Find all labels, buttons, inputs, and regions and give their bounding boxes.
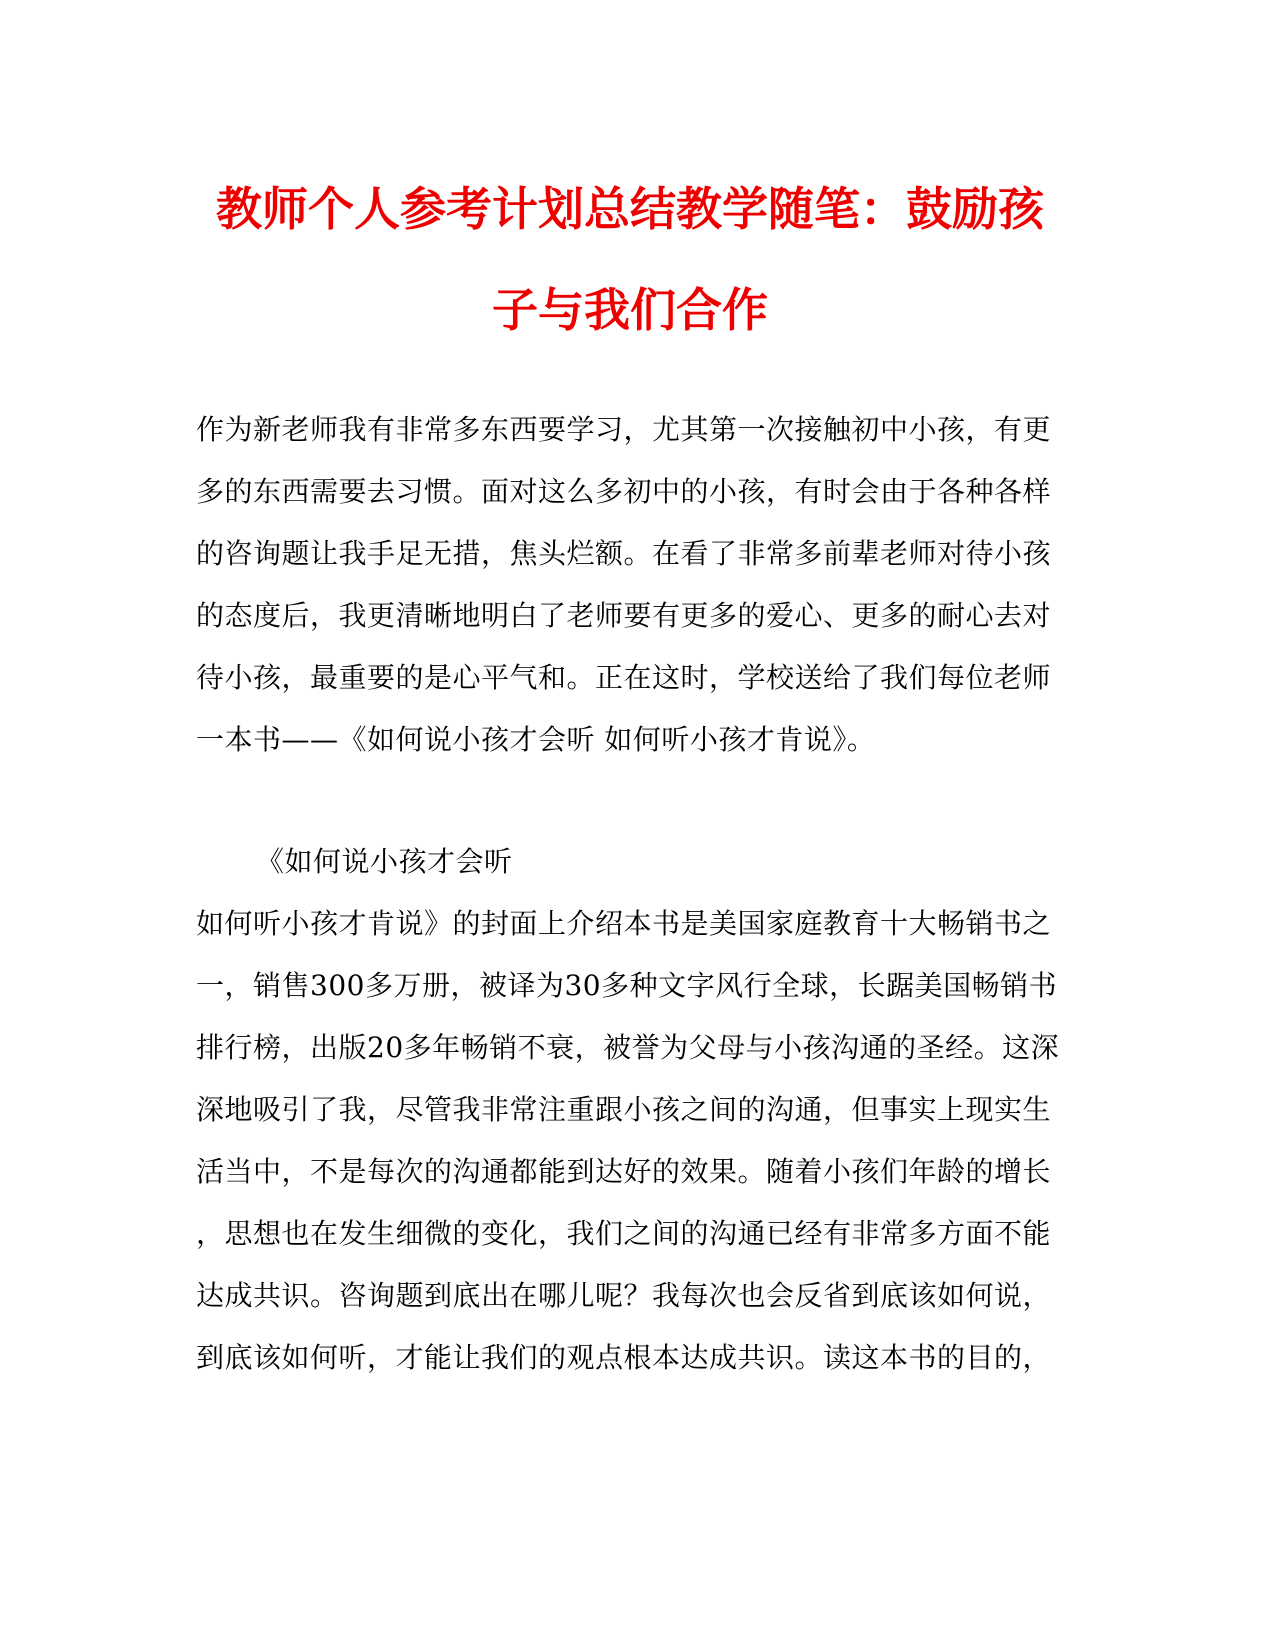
paragraph-line: 《如何说小孩才会听 (256, 845, 513, 878)
paragraph-line: 活当中，不是每次的沟通都能到达好的效果。随着小孩们年龄的增长 (196, 1155, 1052, 1188)
paragraph-line: 深地吸引了我，尽管我非常注重跟小孩之间的沟通，但事实上现实生 (196, 1093, 1052, 1126)
document-title-line-1: 教师个人参考计划总结教学随笔：鼓励孩 (216, 182, 1044, 236)
paragraph-line: 排行榜，出版20多年畅销不衰，被誉为父母与小孩沟通的圣经。这深 (196, 1031, 1060, 1064)
paragraph-line: 一本书——《如何说小孩才会听 如何听小孩才肯说》。 (196, 723, 876, 756)
paragraph-line: 的态度后，我更清晰地明白了老师要有更多的爱心、更多的耐心去对 (196, 599, 1052, 632)
paragraph-line: 多的东西需要去习惯。面对这么多初中的小孩，有时会由于各种各样 (196, 475, 1052, 508)
paragraph-line: 的咨询题让我手足无措，焦头烂额。在看了非常多前辈老师对待小孩 (196, 537, 1052, 570)
paragraph-line: 一，销售300多万册，被译为30多种文字风行全球，长踞美国畅销书 (196, 969, 1058, 1002)
paragraph-line: 待小孩，最重要的是心平气和。正在这时，学校送给了我们每位老师 (196, 661, 1052, 694)
paragraph-line: ，思想也在发生细微的变化，我们之间的沟通已经有非常多方面不能 (196, 1217, 1052, 1250)
document-title-line-2: 子与我们合作 (492, 283, 768, 337)
paragraph-line: 达成共识。咨询题到底出在哪儿呢？我每次也会反省到底该如何说， (196, 1279, 1052, 1312)
paragraph-line: 到底该如何听，才能让我们的观点根本达成共识。读这本书的目的， (196, 1341, 1052, 1374)
paragraph-line: 如何听小孩才肯说》的封面上介绍本书是美国家庭教育十大畅销书之 (196, 907, 1052, 940)
paragraph-line: 作为新老师我有非常多东西要学习，尤其第一次接触初中小孩，有更 (196, 413, 1052, 446)
